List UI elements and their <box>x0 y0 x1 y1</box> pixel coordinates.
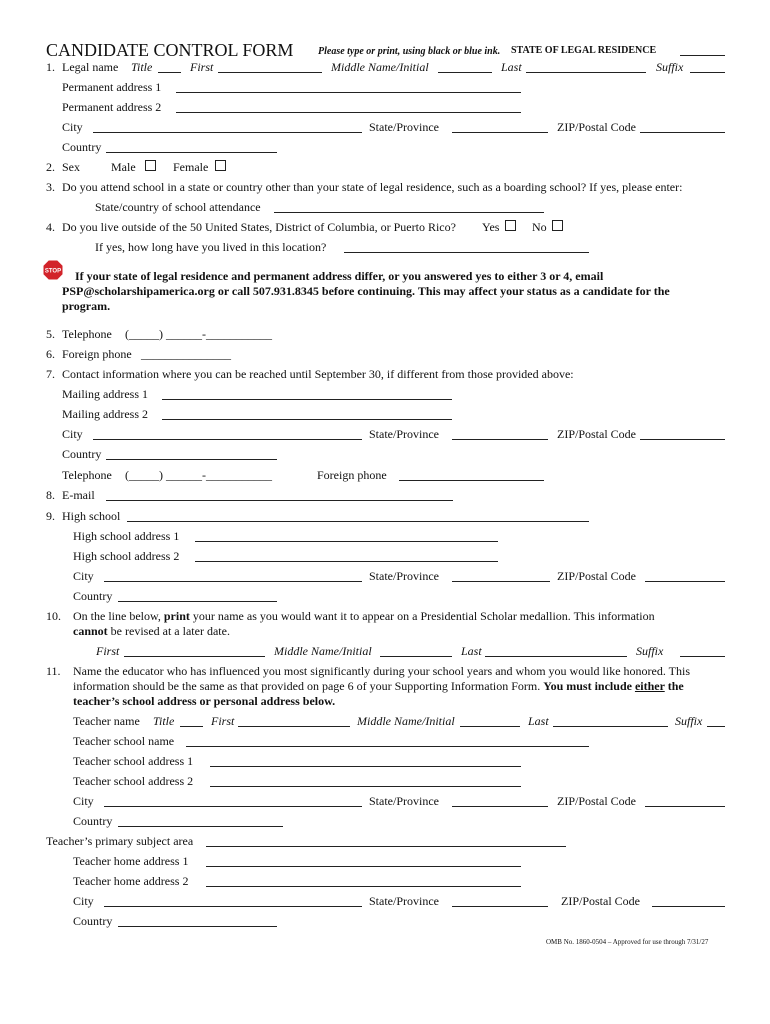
teacher-subject-label: Teacher’s primary subject area <box>46 834 194 848</box>
city-field[interactable] <box>93 132 362 133</box>
teacher-first-label: First <box>211 714 235 728</box>
suffix-field[interactable] <box>690 72 725 73</box>
mailing-foreign-phone-label: Foreign phone <box>317 468 387 482</box>
q7-text: Contact information where you can be reached until September 30, if different from those provided above: <box>62 367 574 381</box>
teacher-home-address-1-field[interactable] <box>206 866 521 867</box>
teacher-home-state-label: State/Province <box>369 894 439 908</box>
teacher-first-field[interactable] <box>238 726 350 727</box>
q11-number: 11. <box>46 664 61 678</box>
state-field[interactable] <box>452 132 548 133</box>
stop-sign-icon <box>42 259 64 281</box>
q3-number: 3. <box>46 180 55 194</box>
teacher-home-zip-field[interactable] <box>652 906 725 907</box>
no-label: No <box>532 220 547 234</box>
medallion-middle-field[interactable] <box>380 656 452 657</box>
ink-instruction: Please type or print, using black or blue ink. <box>318 46 501 57</box>
teacher-school-name-label: Teacher school name <box>73 734 175 748</box>
teacher-school-state-label: State/Province <box>369 794 439 808</box>
medallion-suffix-field[interactable] <box>680 656 725 657</box>
teacher-school-address-1-label: Teacher school address 1 <box>73 754 194 768</box>
teacher-home-city-label: City <box>73 894 94 908</box>
suffix-label: Suffix <box>656 60 684 74</box>
hs-country-field[interactable] <box>118 601 277 602</box>
q10-cannot-word: cannot <box>73 624 108 638</box>
telephone-field[interactable]: (_____) ______-___________ <box>125 327 272 341</box>
male-checkbox[interactable] <box>145 160 156 171</box>
medallion-last-label: Last <box>461 644 482 658</box>
hs-address-2-field[interactable] <box>195 561 498 562</box>
mailing-zip-field[interactable] <box>640 439 725 440</box>
title-label: Title <box>131 60 153 74</box>
q8-number: 8. <box>46 488 55 502</box>
teacher-title-field[interactable] <box>180 726 203 727</box>
hs-state-field[interactable] <box>452 581 550 582</box>
hs-address-1-field[interactable] <box>195 541 498 542</box>
state-label: State/Province <box>369 120 439 134</box>
legal-name-label: Legal name <box>62 60 119 74</box>
sex-label: Sex <box>62 160 80 174</box>
high-school-field[interactable] <box>127 521 589 522</box>
teacher-school-address-2-field[interactable] <box>210 786 521 787</box>
school-attendance-label: State/country of school attendance <box>95 200 261 214</box>
hs-city-field[interactable] <box>104 581 362 582</box>
teacher-last-field[interactable] <box>553 726 668 727</box>
mailing-address-1-label: Mailing address 1 <box>62 387 148 401</box>
medallion-middle-label: Middle Name/Initial <box>274 644 372 658</box>
school-attendance-field[interactable] <box>274 212 544 213</box>
q6-number: 6. <box>46 347 55 361</box>
city-label: City <box>62 120 83 134</box>
mailing-address-2-label: Mailing address 2 <box>62 407 148 421</box>
hs-state-label: State/Province <box>369 569 439 583</box>
female-checkbox[interactable] <box>215 160 226 171</box>
permanent-address-1-field[interactable] <box>176 92 521 93</box>
permanent-address-1-label: Permanent address 1 <box>62 80 162 94</box>
form-title: CANDIDATE CONTROL FORM <box>46 40 294 60</box>
notice-line-2: PSP@scholarshipamerica.org or call 507.931.8345 before continuing. This may affect your status as a candidate for the <box>62 284 670 298</box>
q10-print-word: print <box>163 609 190 623</box>
middle-name-field[interactable] <box>438 72 492 73</box>
title-field[interactable] <box>158 72 181 73</box>
first-name-field[interactable] <box>218 72 322 73</box>
teacher-last-label: Last <box>528 714 549 728</box>
mailing-city-label: City <box>62 427 83 441</box>
teacher-middle-label: Middle Name/Initial <box>357 714 455 728</box>
q9-number: 9. <box>46 509 55 523</box>
q4-number: 4. <box>46 220 55 234</box>
teacher-middle-field[interactable] <box>460 726 520 727</box>
last-name-field[interactable] <box>526 72 646 73</box>
mailing-city-field[interactable] <box>93 439 362 440</box>
state-residence-label: STATE OF LEGAL RESIDENCE <box>511 45 657 56</box>
permanent-address-2-field[interactable] <box>176 112 521 113</box>
q11-line-2b: You must include <box>543 679 635 693</box>
email-label: E-mail <box>62 488 95 502</box>
middle-label: Middle Name/Initial <box>331 60 429 74</box>
teacher-school-country-field[interactable] <box>118 826 283 827</box>
country-label: Country <box>62 140 102 154</box>
teacher-name-label: Teacher name <box>73 714 140 728</box>
teacher-home-address-2-field[interactable] <box>206 886 521 887</box>
mailing-zip-label: ZIP/Postal Code <box>557 427 637 441</box>
q10-post: your name as you would want it to appear on a Presidential Scholar medallion. This information <box>189 609 655 623</box>
teacher-school-address-1-field[interactable] <box>210 766 521 767</box>
male-label: Male <box>111 160 136 174</box>
hs-address-1-label: High school address 1 <box>73 529 180 543</box>
teacher-home-country-label: Country <box>73 914 113 928</box>
mailing-telephone-field[interactable]: (_____) ______-___________ <box>125 468 272 482</box>
teacher-school-state-field[interactable] <box>452 806 548 807</box>
hs-country-label: Country <box>73 589 113 603</box>
mailing-state-field[interactable] <box>452 439 548 440</box>
medallion-first-label: First <box>96 644 120 658</box>
teacher-title-label: Title <box>153 714 175 728</box>
q2-number: 2. <box>46 160 55 174</box>
teacher-suffix-field[interactable] <box>707 726 725 727</box>
q10-pre: On the line below, <box>73 609 164 623</box>
q10-text-line-1 <box>73 609 655 623</box>
stop-sign-text: STOP <box>44 268 62 275</box>
teacher-subject-field[interactable] <box>206 846 566 847</box>
teacher-school-city-label: City <box>73 794 94 808</box>
q11-text-line-1: Name the educator who has influenced you most significantly during your school years and whom you would like honored. This <box>73 664 690 678</box>
teacher-school-zip-label: ZIP/Postal Code <box>557 794 637 808</box>
teacher-home-state-field[interactable] <box>452 906 548 907</box>
q11-text-line-3: teacher’s school address or personal address below. <box>73 694 336 708</box>
telephone-label: Telephone <box>62 327 112 341</box>
state-residence-field[interactable] <box>680 55 725 56</box>
q7-number: 7. <box>46 367 55 381</box>
q11-line-2a: information should be the same as that provided on page 6 of your Supporting Information Form. <box>73 679 544 693</box>
q1-number: 1. <box>46 60 55 74</box>
hs-city-label: City <box>73 569 94 583</box>
country-field[interactable] <box>106 152 277 153</box>
teacher-school-city-field[interactable] <box>104 806 362 807</box>
female-label: Female <box>173 160 209 174</box>
hs-zip-label: ZIP/Postal Code <box>557 569 637 583</box>
foreign-phone-field[interactable]: _______________ <box>141 347 231 361</box>
q11-either-word: either <box>634 679 665 693</box>
notice-line-3: program. <box>62 299 111 313</box>
teacher-school-zip-field[interactable] <box>645 806 725 807</box>
mailing-country-label: Country <box>62 447 102 461</box>
notice-line-1: If your state of legal residence and permanent address differ, or you answered yes to either 3 or 4, email <box>75 269 604 283</box>
zip-field[interactable] <box>640 132 725 133</box>
q11-text-line-2 <box>73 679 684 693</box>
zip-label: ZIP/Postal Code <box>557 120 637 134</box>
mailing-address-1-field[interactable] <box>162 399 452 400</box>
q10-line-2-rest: be revised at a later date. <box>107 624 230 638</box>
last-label: Last <box>501 60 522 74</box>
q4-text: Do you live outside of the 50 United States, District of Columbia, or Puerto Rico? <box>62 220 456 234</box>
teacher-home-address-1-label: Teacher home address 1 <box>73 854 189 868</box>
email-field[interactable] <box>106 500 453 501</box>
mailing-address-2-field[interactable] <box>162 419 452 420</box>
teacher-school-address-2-label: Teacher school address 2 <box>73 774 194 788</box>
teacher-school-country-label: Country <box>73 814 113 828</box>
q10-text-line-2 <box>73 624 230 638</box>
q11-line-2d: the <box>664 679 684 693</box>
medallion-first-field[interactable] <box>124 656 265 657</box>
teacher-home-city-field[interactable] <box>104 906 362 907</box>
omb-approval-note: OMB No. 1860-0504 – Approved for use through 7/31/27 <box>546 938 709 946</box>
mailing-country-field[interactable] <box>106 459 277 460</box>
foreign-phone-label: Foreign phone <box>62 347 132 361</box>
teacher-home-address-2-label: Teacher home address 2 <box>73 874 189 888</box>
first-label: First <box>190 60 214 74</box>
mailing-telephone-label: Telephone <box>62 468 112 482</box>
no-checkbox[interactable] <box>552 220 563 231</box>
q5-number: 5. <box>46 327 55 341</box>
teacher-home-country-field[interactable] <box>118 926 277 927</box>
high-school-label: High school <box>62 509 121 523</box>
yes-checkbox[interactable] <box>505 220 516 231</box>
teacher-school-name-field[interactable] <box>186 746 589 747</box>
mailing-state-label: State/Province <box>369 427 439 441</box>
permanent-address-2-label: Permanent address 2 <box>62 100 162 114</box>
residence-duration-label: If yes, how long have you lived in this location? <box>95 240 327 254</box>
q3-text: Do you attend school in a state or country other than your state of legal residence, such as a boarding school? If yes, please enter: <box>62 180 683 194</box>
teacher-suffix-label: Suffix <box>675 714 703 728</box>
medallion-suffix-label: Suffix <box>636 644 664 658</box>
hs-address-2-label: High school address 2 <box>73 549 180 563</box>
q10-number: 10. <box>46 609 61 623</box>
teacher-home-zip-label: ZIP/Postal Code <box>561 894 641 908</box>
hs-zip-field[interactable] <box>645 581 725 582</box>
mailing-foreign-phone-field[interactable] <box>399 480 544 481</box>
residence-duration-field[interactable] <box>344 252 589 253</box>
yes-label: Yes <box>482 220 500 234</box>
medallion-last-field[interactable] <box>485 656 627 657</box>
